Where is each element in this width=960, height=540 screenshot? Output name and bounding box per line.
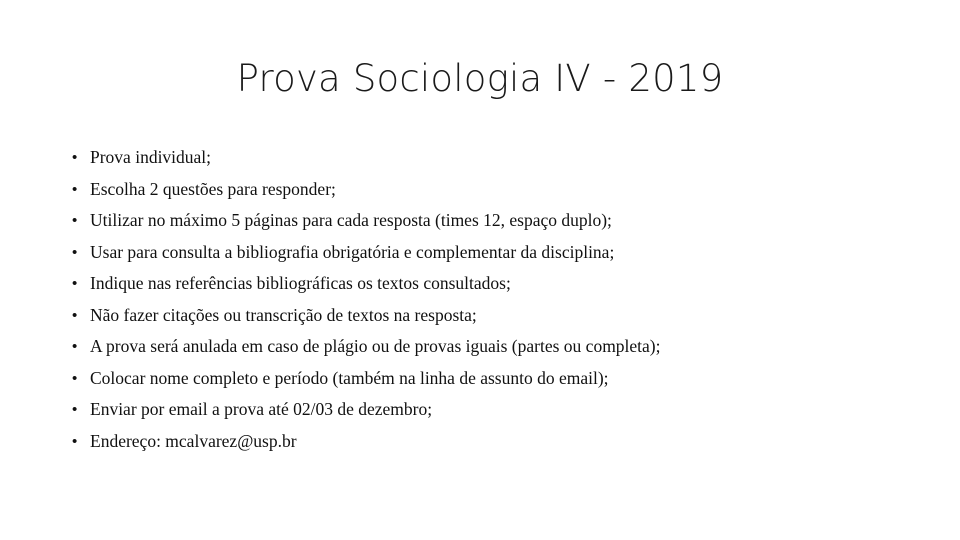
list-item-text: Indique nas referências bibliográficas os textos consultados;	[90, 273, 511, 293]
list-item	[72, 300, 932, 332]
list-item	[72, 142, 932, 174]
bullet-icon: •	[72, 369, 78, 387]
list-item-text: Não fazer citações ou transcrição de textos na resposta;	[90, 304, 477, 325]
list-item	[72, 268, 932, 300]
bullet-icon: •	[72, 401, 78, 418]
bullet-icon: •	[72, 149, 78, 166]
bullet-icon: •	[72, 432, 78, 450]
bullet-icon: •	[72, 243, 78, 261]
list-item-text: Endereço: mcalvarez@usp.br	[90, 430, 297, 451]
bullet-icon: •	[72, 180, 78, 198]
list-item	[72, 331, 932, 363]
list-item-text: Prova individual;	[90, 147, 212, 167]
list-item	[72, 237, 932, 269]
list-item-text: A prova será anulada em caso de plágio ou de provas iguais (partes ou completa);	[90, 336, 661, 356]
bullet-icon: •	[72, 306, 78, 324]
list-item-text: Enviar por email a prova até 02/03 de dezembro;	[90, 399, 433, 419]
list-item-text: Utilizar no máximo 5 páginas para cada resposta (times 12, espaço duplo);	[90, 210, 612, 230]
list-item	[72, 363, 932, 395]
bullet-icon: •	[72, 275, 78, 292]
bullet-icon: •	[72, 338, 78, 355]
bullet-list	[72, 142, 932, 457]
list-item	[72, 394, 932, 426]
bullet-icon: •	[72, 212, 78, 229]
list-item	[72, 174, 932, 206]
list-item-text: Usar para consulta a bibliografia obrigatória e complementar da disciplina;	[90, 241, 615, 262]
list-item	[72, 426, 932, 458]
list-item-text: Colocar nome completo e período (também na linha de assunto do email);	[90, 367, 609, 388]
list-item	[72, 205, 932, 237]
list-item-text: Escolha 2 questões para responder;	[90, 178, 336, 199]
slide-title: Prova Sociologia IV - 2019	[236, 57, 724, 100]
